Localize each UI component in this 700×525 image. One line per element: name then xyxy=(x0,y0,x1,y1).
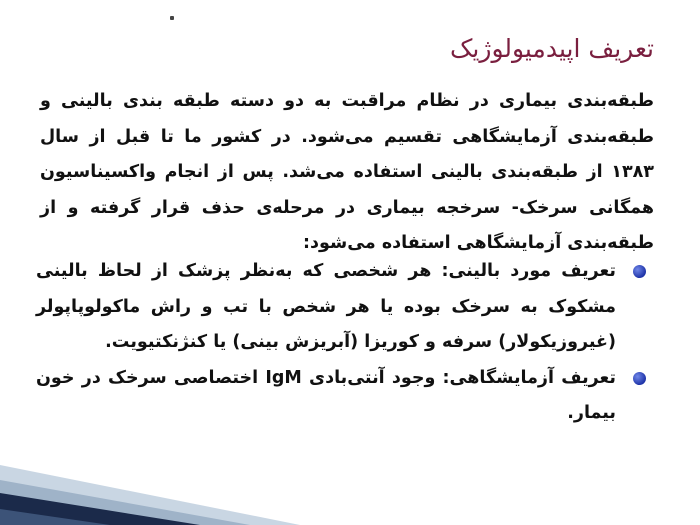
corner-decoration xyxy=(0,425,300,525)
corner-mark xyxy=(170,16,174,20)
bullet-text: تعریف آزمایشگاهی: وجود آنتی‌بادی IgM اختصاصی سرخک در خون بیمار. xyxy=(36,367,616,423)
slide-title: تعریف اپیدمیولوژیک xyxy=(450,34,654,63)
bullet-icon xyxy=(633,372,646,385)
bullet-list xyxy=(36,254,658,432)
bullet-item-laboratory xyxy=(36,361,658,432)
bullet-text: تعریف مورد بالینی: هر شخصی که به‌نظر پزشک از لحاظ بالینی مشکوک به سرخک بوده یا هر شخص با تب و راش ماکولوپاپولر (غیروزیکولار) سرفه و کوریزا (آبریزش بینی) یا کنژنکتیویت. xyxy=(36,261,616,352)
intro-paragraph: طبقه‌بندی بیماری در نظام مراقبت به دو دسته طبقه بندی بالینی و طبقه‌بندی آزمایشگاهی تقسیم می‌شود. در کشور ما تا قبل از سال ۱۳۸۳ از طبقه‌بندی بالینی استفاده می‌شد. پس از انجام واکسیناسیون همگانی سرخک- سرخجه بیماری در مرحله‌ی حذف قرار گرفته و از طبقه‌بندی آزمایشگاهی استفاده می‌شود: xyxy=(40,91,654,253)
bullet-icon xyxy=(633,265,646,278)
bullet-item-clinical xyxy=(36,254,658,361)
